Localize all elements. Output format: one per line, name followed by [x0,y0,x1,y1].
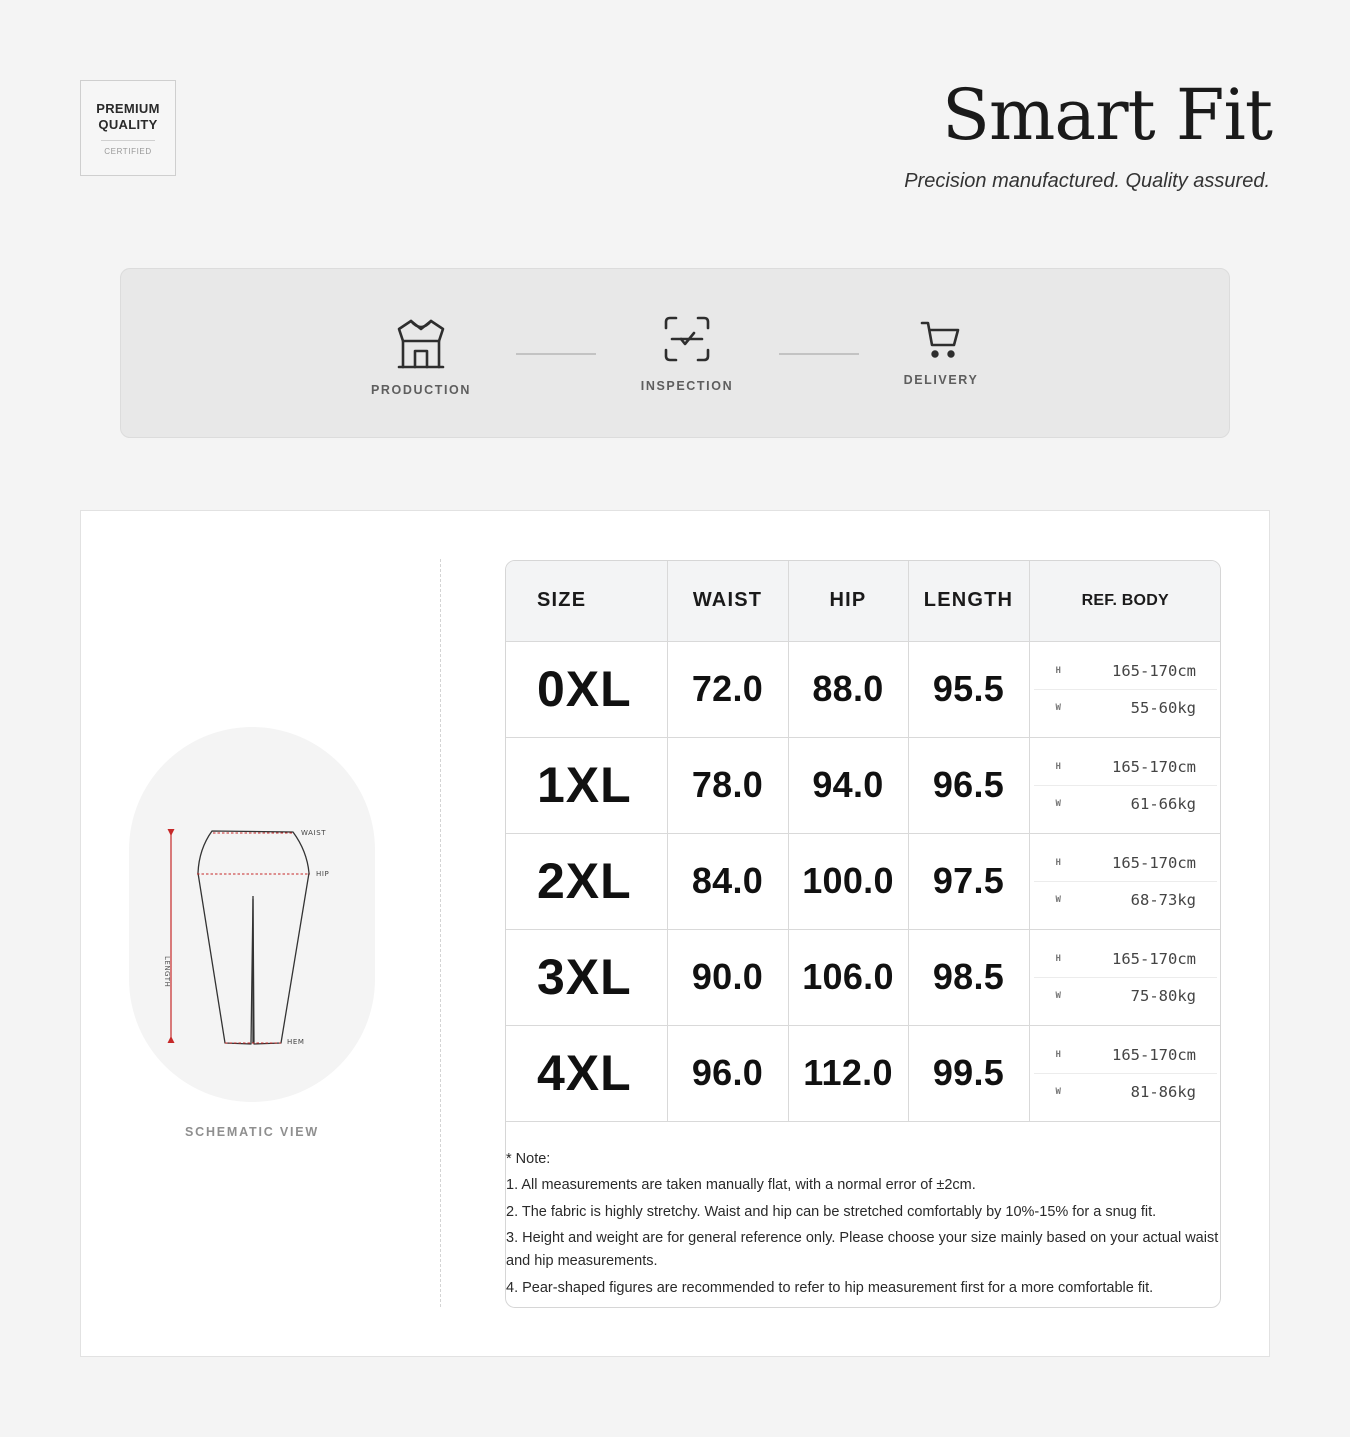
ref-body-cell [1029,737,1221,833]
height-key: H [1055,858,1061,868]
header-ref-body: REF. BODY [1029,561,1221,641]
pants-schematic [141,811,341,1051]
weight-key: W [1055,990,1061,1001]
schematic-view-label: SCHEMATIC VIEW [185,1125,319,1139]
waist-value: 84.0 [667,833,788,929]
height-value: 165-170cm [1112,950,1196,968]
note-item: 2. The fabric is highly stretchy. Waist and hip can be stretched comfortably by 10%-15% for a snug fit. [506,1203,1157,1220]
length-value: 95.5 [908,641,1029,737]
weight-value: 55-60kg [1130,698,1196,717]
ref-weight-row [1034,689,1218,725]
note-item: 3. Height and weight are for general reference only. Please choose your size mainly based on your actual waist and hip measurements. [506,1230,1219,1269]
waist-value: 90.0 [667,929,788,1025]
height-key: H [1055,666,1061,676]
size-label: 4XL [506,1025,667,1121]
hip-value: 106.0 [788,929,908,1025]
weight-key: W [1055,702,1061,713]
waist-value: 96.0 [667,1025,788,1121]
note-item: 1. All measurements are taken manually flat, with a normal error of ±2cm. [506,1177,976,1193]
note-item: 4. Pear-shaped figures are recommended to refer to hip measurement first for a more comfortable fit. [506,1279,1154,1296]
waist-marker-label: WAIST [301,829,327,837]
table-header-row [506,561,1221,641]
table-row [506,1025,1221,1121]
step-inspection-label: INSPECTION [640,379,734,393]
hem-marker-label: HEM [287,1038,305,1046]
scan-check-icon [663,315,711,363]
weight-key: W [1055,894,1061,905]
ref-height-row [1034,1037,1218,1073]
weight-value: 68-73kg [1130,890,1196,909]
length-value: 99.5 [908,1025,1029,1121]
badge-premium-text: PREMIUM [96,100,160,116]
brand-title: Smart Fit [942,74,1272,156]
step-production [371,315,471,397]
hip-value: 112.0 [788,1025,908,1121]
step-connector-2 [779,353,859,355]
badge-divider [101,140,155,141]
process-steps [120,268,1230,438]
header-size: SIZE [506,561,667,641]
ref-weight-row [1034,881,1218,917]
height-key: H [1055,1050,1061,1060]
size-notes [506,1122,1220,1300]
ref-weight-row [1034,1073,1218,1109]
size-guide-card [80,510,1270,1357]
step-connector-1 [516,353,596,355]
ref-body-cell [1029,641,1221,737]
table-row [506,737,1221,833]
step-production-label: PRODUCTION [370,383,472,397]
size-chart [505,560,1221,1308]
height-value: 165-170cm [1112,662,1196,680]
ref-body-cell [1029,833,1221,929]
step-inspection [637,315,737,393]
step-delivery [891,319,991,387]
ref-height-row [1034,941,1218,977]
hip-marker-label: HIP [316,870,330,878]
length-value: 96.5 [908,737,1029,833]
ref-height-row [1034,749,1218,785]
dashed-divider [440,559,441,1307]
table-row [506,929,1221,1025]
height-key: H [1055,762,1061,772]
waist-value: 72.0 [667,641,788,737]
waist-value: 78.0 [667,737,788,833]
hip-value: 94.0 [788,737,908,833]
header-hip: HIP [788,561,908,641]
length-value: 97.5 [908,833,1029,929]
height-value: 165-170cm [1112,758,1196,776]
ref-body-cell [1029,1025,1221,1121]
size-table [506,561,1221,1122]
length-value: 98.5 [908,929,1029,1025]
weight-key: W [1055,798,1061,809]
ref-height-row [1034,653,1218,689]
size-label: 3XL [506,929,667,1025]
ref-height-row [1034,845,1218,881]
table-row [506,833,1221,929]
hip-value: 100.0 [788,833,908,929]
length-marker-label: LENGTH [163,956,171,988]
table-row [506,641,1221,737]
weight-key: W [1055,1086,1061,1097]
height-value: 165-170cm [1112,854,1196,872]
factory-icon [393,315,449,371]
height-value: 165-170cm [1112,1046,1196,1064]
badge-certified-text: CERTIFIED [104,146,152,156]
height-key: H [1055,954,1061,964]
ref-weight-row [1034,977,1218,1013]
weight-value: 81-86kg [1130,1082,1196,1101]
brand-subtitle: Precision manufactured. Quality assured. [904,170,1270,192]
size-label: 0XL [506,641,667,737]
hip-value: 88.0 [788,641,908,737]
badge-quality-text: QUALITY [98,116,158,132]
header-waist: WAIST [667,561,788,641]
premium-quality-badge [80,80,176,176]
size-label: 2XL [506,833,667,929]
header-length: LENGTH [908,561,1029,641]
weight-value: 61-66kg [1130,794,1196,813]
step-delivery-label: DELIVERY [903,373,979,387]
weight-value: 75-80kg [1130,986,1196,1005]
size-label: 1XL [506,737,667,833]
ref-weight-row [1034,785,1218,821]
cart-icon [920,319,962,361]
ref-body-cell [1029,929,1221,1025]
notes-title: * Note: [506,1150,551,1167]
